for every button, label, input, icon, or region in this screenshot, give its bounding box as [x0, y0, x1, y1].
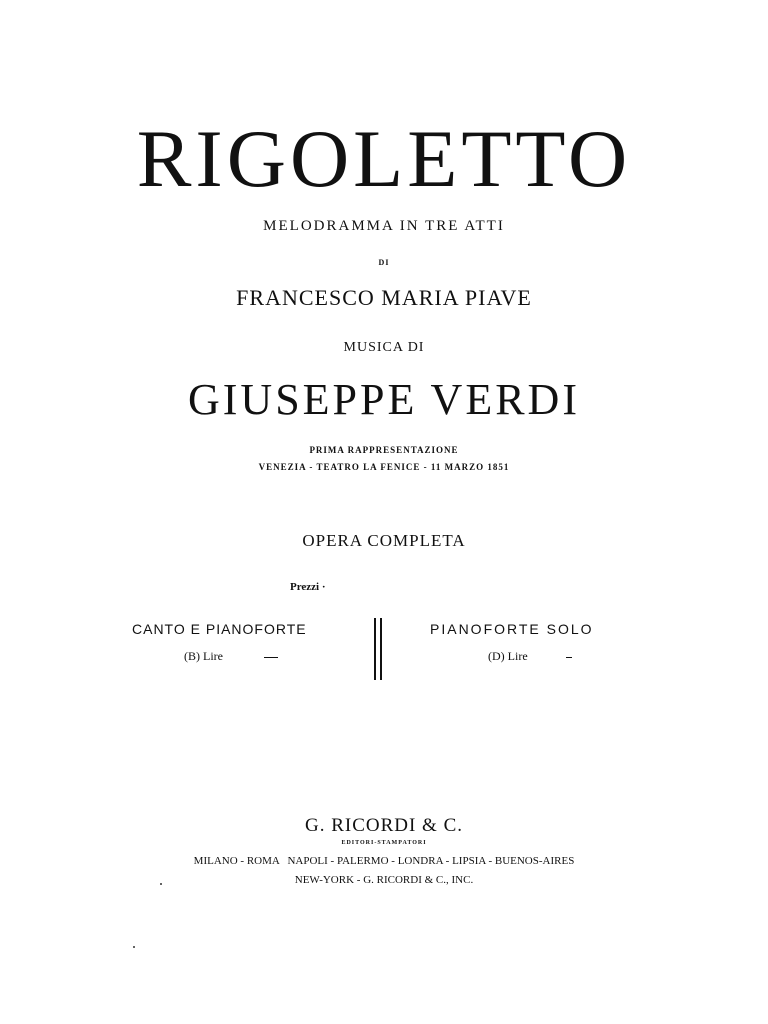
column-divider: [374, 618, 376, 680]
premiere-label: PRIMA RAPPRESENTAZIONE: [309, 445, 459, 455]
pianoforte-solo-price: (D) Lire: [488, 649, 528, 663]
composer-name: GIUSEPPE VERDI: [187, 375, 580, 424]
column-divider: [380, 618, 382, 680]
musica-di-label: MUSICA DI: [343, 340, 425, 355]
left-price-dash: [264, 657, 278, 658]
publisher-name: G. RICORDI & C.: [304, 815, 464, 836]
print-speck: [133, 946, 135, 948]
publisher-cities-line2: NEW-YORK - G. RICORDI & C., INC.: [294, 874, 474, 886]
prices-label-text: Prezzi: [290, 581, 320, 593]
publisher-cities-line1: MILANO - ROMA NAPOLI - PALERMO - LONDRA - LIPSIA - BUENOS-AIRES: [193, 855, 575, 867]
subtitle: MELODRAMMA IN TRE ATTI: [263, 218, 505, 234]
premiere-detail: VENEZIA - TEATRO LA FENICE - 11 MARZO 1851: [258, 462, 510, 472]
page-title: RIGOLETTO: [136, 113, 632, 204]
canto-pianoforte-title: CANTO E PIANOFORTE: [132, 621, 307, 637]
pianoforte-solo-title: PIANOFORTE SOLO: [430, 621, 594, 637]
librettist-name: FRANCESCO MARIA PIAVE: [236, 285, 532, 310]
right-price-dash: [566, 657, 572, 658]
edition-label: OPERA COMPLETA: [302, 531, 466, 550]
prices-label: Prezzi ·: [290, 581, 326, 593]
di-label: DI: [378, 258, 390, 267]
publisher-role: EDITORI-STAMPATORI: [341, 840, 427, 846]
print-speck: [160, 883, 162, 885]
canto-pianoforte-price: (B) Lire: [184, 649, 223, 663]
